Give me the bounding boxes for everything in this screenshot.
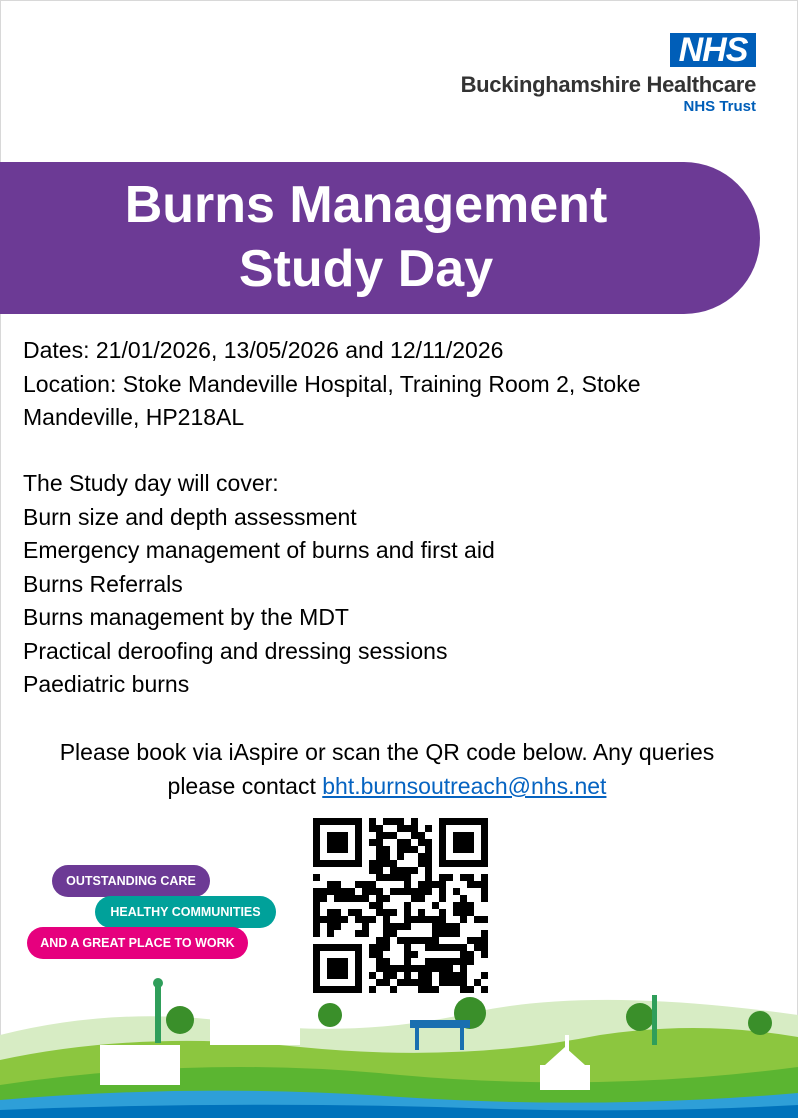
location-line-1: Location: Stoke Mandeville Hospital, Training Room 2, Stoke <box>23 370 641 397</box>
page-title <box>0 173 732 301</box>
topic-item: Paediatric burns <box>23 671 190 697</box>
booking-line-1: Please book via iAspire or scan the QR code below. Any queries <box>59 739 715 765</box>
topic-item: Practical deroofing and dressing sessions <box>23 637 448 664</box>
booking-info <box>0 735 774 803</box>
topics-list <box>23 467 495 702</box>
value-pill-great-place: AND A GREAT PLACE TO WORK <box>27 927 248 959</box>
topic-item: Burn size and depth assessment <box>23 503 357 530</box>
title-line-1: Burns Management <box>124 176 608 234</box>
landscape-illustration <box>0 975 798 1118</box>
booking-prefix: please contact <box>167 773 323 799</box>
nhs-logo: NHS <box>670 33 756 67</box>
topic-item: Burns Referrals <box>23 570 183 597</box>
topic-item: Emergency management of burns and first aid <box>23 537 495 563</box>
dates-text: Dates: 21/01/2026, 13/05/2026 and 12/11/2026 <box>23 337 504 363</box>
event-details <box>23 334 763 435</box>
title-line-2: Study Day <box>238 240 494 298</box>
org-name: Buckinghamshire Healthcare <box>460 72 756 97</box>
email-link[interactable]: bht.burnsoutreach@nhs.net <box>322 773 607 799</box>
value-pill-outstanding-care: OUTSTANDING CARE <box>52 865 210 897</box>
topic-item: Burns management by the MDT <box>23 604 349 630</box>
topics-heading: The Study day will cover: <box>23 470 279 496</box>
booking-line-2 <box>0 769 774 803</box>
qr-code[interactable] <box>313 818 488 993</box>
location-line-2: Mandeville, HP218AL <box>23 404 245 430</box>
value-pill-healthy-communities: HEALTHY COMMUNITIES <box>95 896 276 928</box>
org-sub: NHS Trust <box>683 98 756 115</box>
